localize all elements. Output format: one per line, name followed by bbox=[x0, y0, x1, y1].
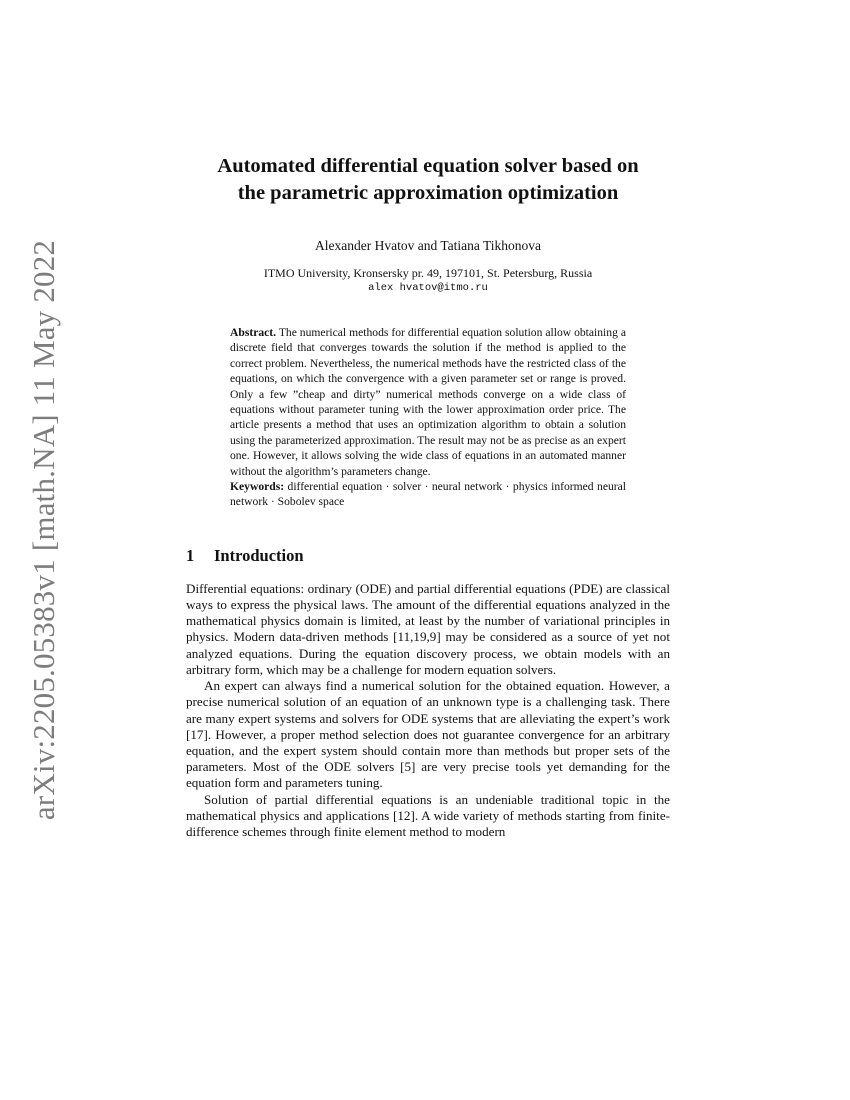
abstract bbox=[230, 325, 626, 510]
introduction-body bbox=[186, 581, 670, 840]
arxiv-identifier: arXiv:2205.05383v1 [math.NA] 11 May 2022 bbox=[26, 239, 61, 821]
section-heading bbox=[186, 546, 670, 566]
paper-title bbox=[186, 153, 670, 207]
title-line-1: Automated differential equation solver based on bbox=[217, 155, 639, 177]
paragraph-3: Solution of partial differential equations is an undeniable traditional topic in the mathematical physics and applications [12]. A wide variety of methods starting from finite-difference schemes through finite element method to modern bbox=[186, 791, 670, 839]
abstract-text: The numerical methods for differential equation solution allow obtaining a discrete field that converges towards the solution if the method is applied to the correct problem. Nevertheless, the numerical methods have the restricted class of the equations, on which the convergence with a given parameter set or range is proved. Only a few ”cheap and dirty” numerical methods converge on a wide class of equations without parameter tuning with the lower approximation order price. The article presents a method that uses an optimization algorithm to obtain a solution using the parameterized approximation. The result may not be as precise as an expert one. However, it allows solving the wide class of equations in an automated manner without the algorithm’s parameters change. bbox=[230, 326, 626, 478]
authors: Alexander Hvatov and Tatiana Tikhonova bbox=[314, 238, 541, 253]
abstract-paragraph bbox=[230, 325, 626, 479]
author-email: alex hvatov@itmo.ru bbox=[368, 282, 488, 294]
section-number: 1 bbox=[186, 545, 195, 565]
title-line-2: the parametric approximation optimization bbox=[237, 182, 619, 204]
arxiv-side-stamp bbox=[20, 239, 68, 821]
section-title: Introduction bbox=[214, 545, 304, 565]
keywords-text: differential equation · solver · neural network · physics informed neural network · Sobolev space bbox=[230, 480, 626, 509]
paragraph-2: An expert can always find a numerical solution for the obtained equation. However, a precise numerical solution of an equation of an unknown type is a challenging task. There are many expert systems and solvers for ODE systems that are alleviating the expert’s work [17]. However, a proper method selection does not guarantee convergence for an arbitrary equation, and the expert system should contain more than methods but proper sets of the parameters. Most of the ODE solvers [5] are very precise tools yet demanding for the equation form and parameters tuning. bbox=[186, 678, 670, 791]
paragraph-1: Differential equations: ordinary (ODE) and partial differential equations (PDE) are classical ways to express the physical laws. The amount of the differential equations analyzed in the mathematical physics domain is limited, at least by the number of variational principles in physics. Modern data-driven methods [11,19,9] may be considered as a source of yet not analyzed equations. During the equation discovery process, we obtain models with an arbitrary form, which may be a challenge for modern equation solvers. bbox=[186, 580, 670, 677]
paper-first-page bbox=[186, 153, 670, 840]
affiliation: ITMO University, Kronsersky pr. 49, 197101, St. Petersburg, Russia bbox=[263, 266, 593, 280]
abstract-label: Abstract. bbox=[230, 326, 277, 339]
keywords-label: Keywords: bbox=[230, 480, 285, 494]
keywords bbox=[230, 479, 626, 510]
